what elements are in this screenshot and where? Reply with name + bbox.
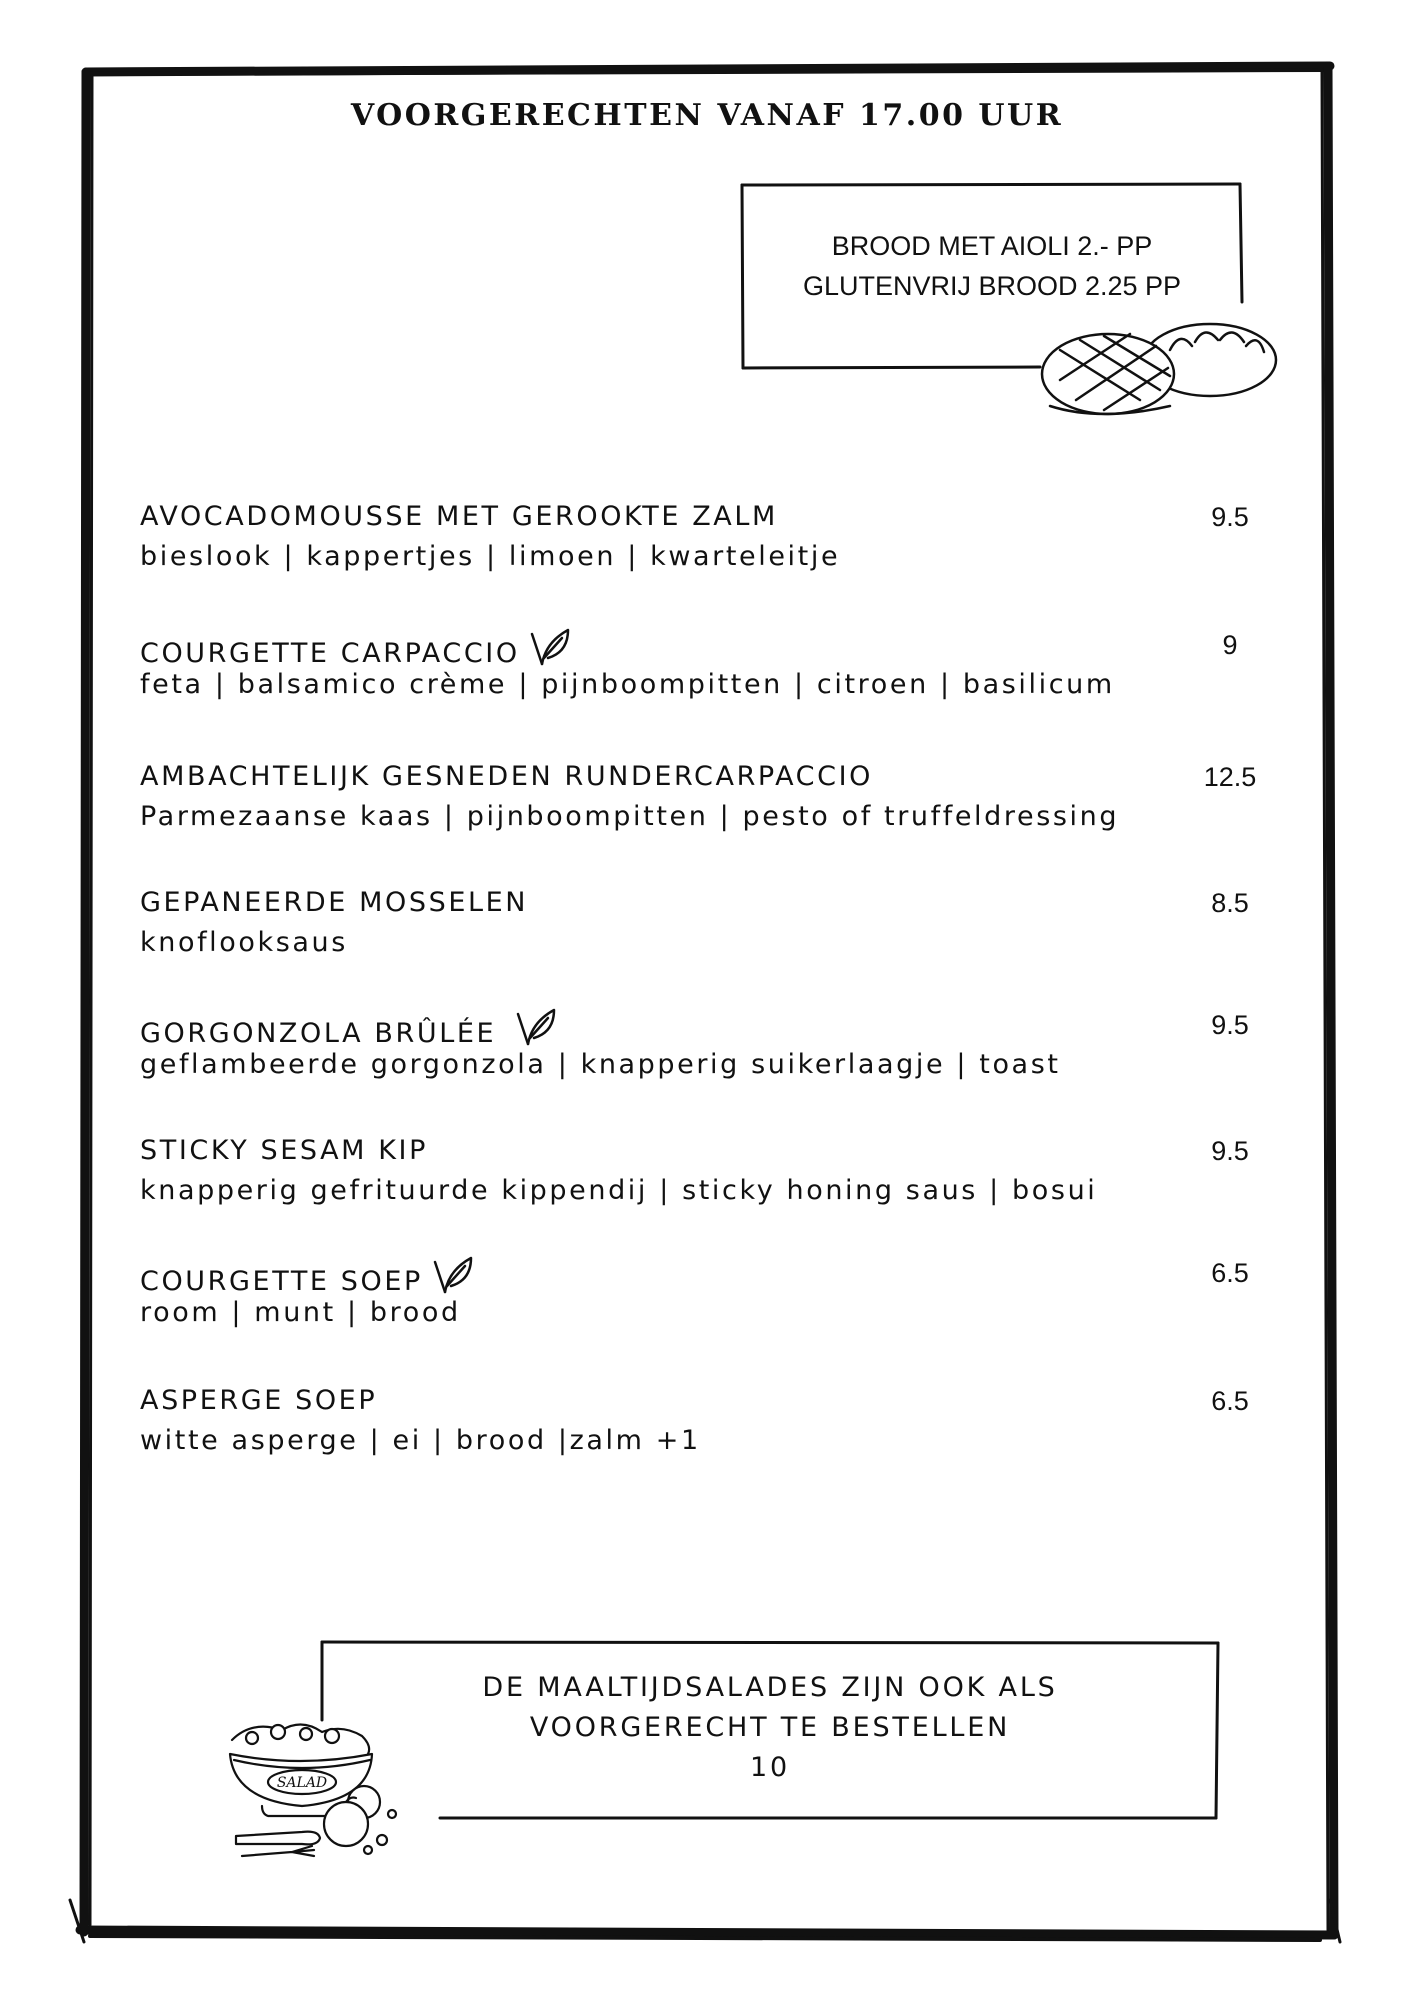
menu-item-price: 8.5 <box>1211 888 1249 918</box>
menu-item-price: 9.5 <box>1211 502 1249 532</box>
bread-info <box>740 226 1244 306</box>
menu-item-description: witte asperge | ei | brood |zalm +1 <box>140 1425 701 1456</box>
menu-item-description: bieslook | kappertjes | limoen | kwarteleitje <box>140 541 841 572</box>
menu-item <box>140 500 1270 590</box>
salad-bowl-icon <box>222 1720 442 1870</box>
leaf-icon <box>431 1256 475 1296</box>
menu-item-name-row <box>140 628 572 671</box>
menu-item-price: 9 <box>1222 630 1238 660</box>
salad-line-1: DE MAALTIJDSALADES ZIJN OOK ALS <box>482 1672 1058 1703</box>
bread-loaves-icon <box>1020 310 1280 420</box>
menu-item-price: 9.5 <box>1211 1010 1249 1040</box>
menu-item-price: 6.5 <box>1211 1386 1249 1416</box>
salad-info <box>320 1668 1220 1788</box>
menu-item-price: 6.5 <box>1211 1258 1249 1288</box>
menu-item-name: STICKY SESAM KIP <box>140 1135 429 1166</box>
menu-item <box>140 886 1270 976</box>
menu-item-name: COURGETTE SOEP <box>140 1266 423 1297</box>
menu-item-description: knapperig gefrituurde kippendij | sticky honing saus | bosui <box>140 1175 1098 1206</box>
menu-item-name: GORGONZOLA BRÛLÉE <box>140 1018 497 1049</box>
menu-item <box>140 760 1270 850</box>
menu-item <box>140 1008 1270 1098</box>
menu-item-name-row <box>140 1256 475 1299</box>
leaf-icon <box>528 628 572 668</box>
menu-item-description: Parmezaanse kaas | pijnboompitten | pesto of truffeldressing <box>140 801 1120 832</box>
menu-item-description: room | munt | brood <box>140 1297 461 1328</box>
menu-item-description: geflambeerde gorgonzola | knapperig suikerlaagje | toast <box>140 1049 1061 1080</box>
menu-item-name: COURGETTE CARPACCIO <box>140 638 520 669</box>
salad-line-2: VOORGERECHT TE BESTELLEN <box>529 1712 1011 1743</box>
menu-item-name: GEPANEERDE MOSSELEN <box>140 887 529 918</box>
menu-item-name-row <box>140 1008 558 1051</box>
leaf-icon <box>514 1008 558 1048</box>
menu-item-price: 9.5 <box>1211 1136 1249 1166</box>
menu-item-name: AMBACHTELIJK GESNEDEN RUNDERCARPACCIO <box>140 761 873 792</box>
menu-item-description: knoflooksaus <box>140 927 348 958</box>
menu-item <box>140 1134 1270 1224</box>
page-title: VOORGERECHTEN VANAF 17.00 UUR <box>350 98 1064 133</box>
menu-item <box>140 1256 1270 1346</box>
menu-item <box>140 1384 1270 1474</box>
bread-line-1: BROOD MET AIOLI 2.- PP <box>831 231 1153 261</box>
salad-bowl-label: SALAD <box>276 1775 328 1791</box>
menu-item-price: 12.5 <box>1203 762 1257 792</box>
menu-item <box>140 628 1270 718</box>
bread-line-2: GLUTENVRIJ BROOD 2.25 PP <box>802 271 1182 301</box>
menu-item-name: ASPERGE SOEP <box>140 1385 378 1416</box>
salad-price: 10 <box>750 1752 790 1783</box>
menu-item-description: feta | balsamico crème | pijnboompitten | citroen | basilicum <box>140 669 1115 700</box>
menu-item-name: AVOCADOMOUSSE MET GEROOKTE ZALM <box>140 501 778 532</box>
